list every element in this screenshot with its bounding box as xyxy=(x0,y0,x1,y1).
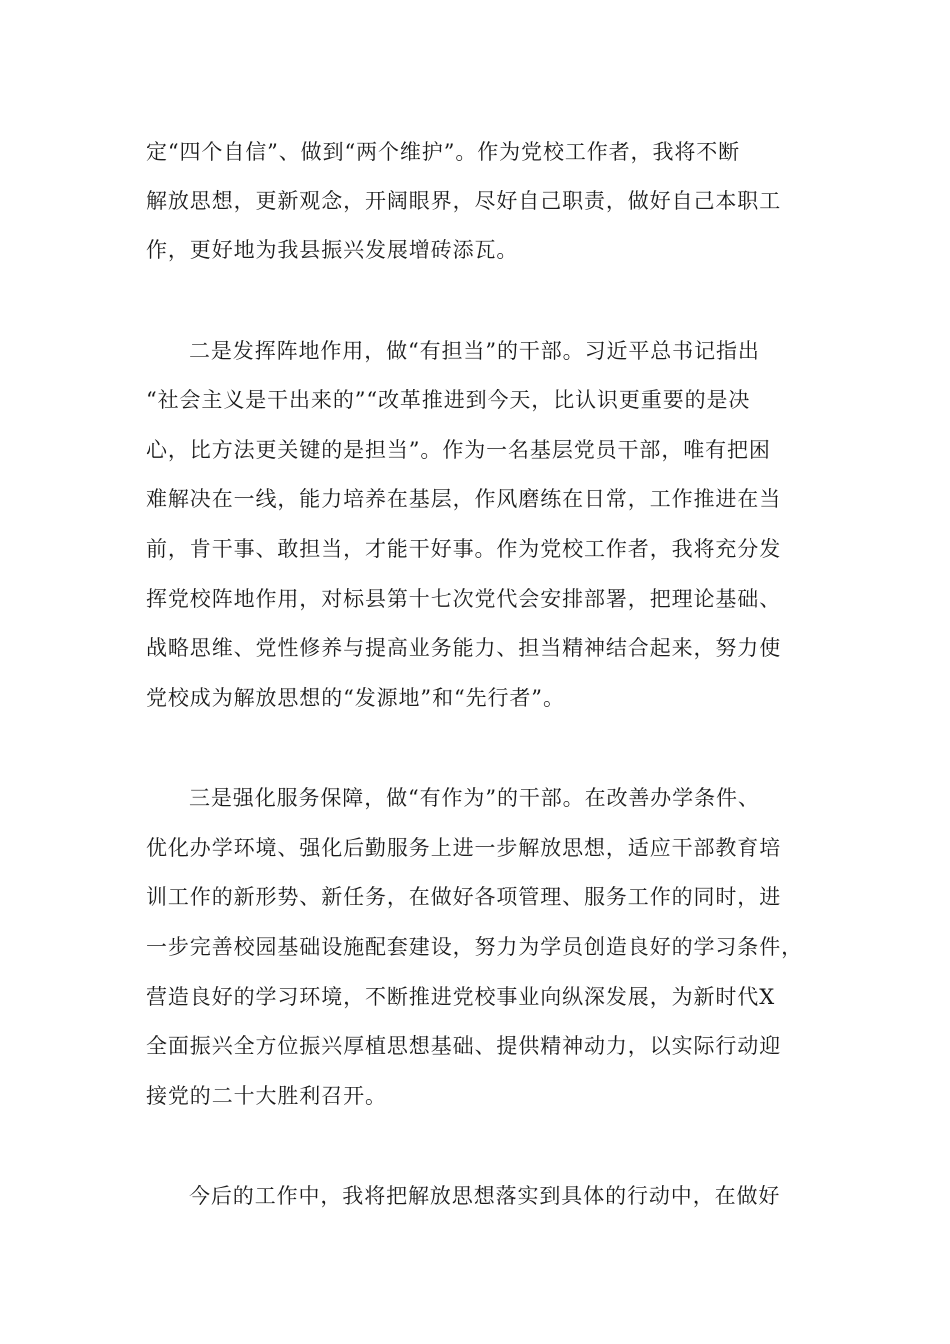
paragraph-3-line-6: 全面振兴全方位振兴厚植思想基础、提供精神动力，以实际行动迎 xyxy=(146,1034,782,1058)
paragraph-2-line-1: 二是发挥阵地作用，做“有担当”的干部。习近平总书记指出 xyxy=(189,339,760,363)
paragraph-3-line-1: 三是强化服务保障，做“有作为”的干部。在改善办学条件、 xyxy=(189,786,760,810)
paragraph-3-line-2: 优化办学环境、强化后勤服务上进一步解放思想，适应干部教育培 xyxy=(146,836,782,860)
paragraph-3-line-5: 营造良好的学习环境，不断推进党校事业向纵深发展，为新时代X xyxy=(146,985,776,1009)
paragraph-2-line-5: 前，肯干事、敢担当，才能干好事。作为党校工作者，我将充分发 xyxy=(146,537,782,561)
paragraph-3-line-7: 接党的二十大胜利召开。 xyxy=(146,1084,387,1108)
paragraph-2-line-6: 挥党校阵地作用，对标县第十七次党代会安排部署，把理论基础、 xyxy=(146,587,782,611)
paragraph-2-line-2: “社会主义是干出来的”“改革推进到今天，比认识更重要的是决 xyxy=(146,388,751,412)
paragraph-2-line-3: 心，比方法更关键的是担当”。作为一名基层党员干部，唯有把困 xyxy=(146,438,771,462)
paragraph-1-line-1: 定“四个自信”、做到“两个维护”。作为党校工作者，我将不断 xyxy=(146,140,741,164)
paragraph-2-line-7: 战略思维、党性修养与提高业务能力、担当精神结合起来，努力使 xyxy=(146,636,782,660)
paragraph-2-line-8: 党校成为解放思想的“发源地”和“先行者”。 xyxy=(146,686,565,710)
paragraph-3-line-4: 一步完善校园基础设施配套建设，努力为学员创造良好的学习条件， xyxy=(146,935,803,959)
paragraph-3-line-3: 训工作的新形势、新任务，在做好各项管理、服务工作的同时，进 xyxy=(146,885,782,909)
paragraph-2-line-4: 难解决在一线，能力培养在基层，作风磨练在日常，工作推进在当 xyxy=(146,487,782,511)
paragraph-1-line-3: 作，更好地为我县振兴发展增砖添瓦。 xyxy=(146,238,519,262)
paragraph-4-line-1: 今后的工作中，我将把解放思想落实到具体的行动中，在做好 xyxy=(189,1184,781,1208)
paragraph-1-line-2: 解放思想，更新观念，开阔眼界，尽好自己职责，做好自己本职工 xyxy=(146,189,782,213)
